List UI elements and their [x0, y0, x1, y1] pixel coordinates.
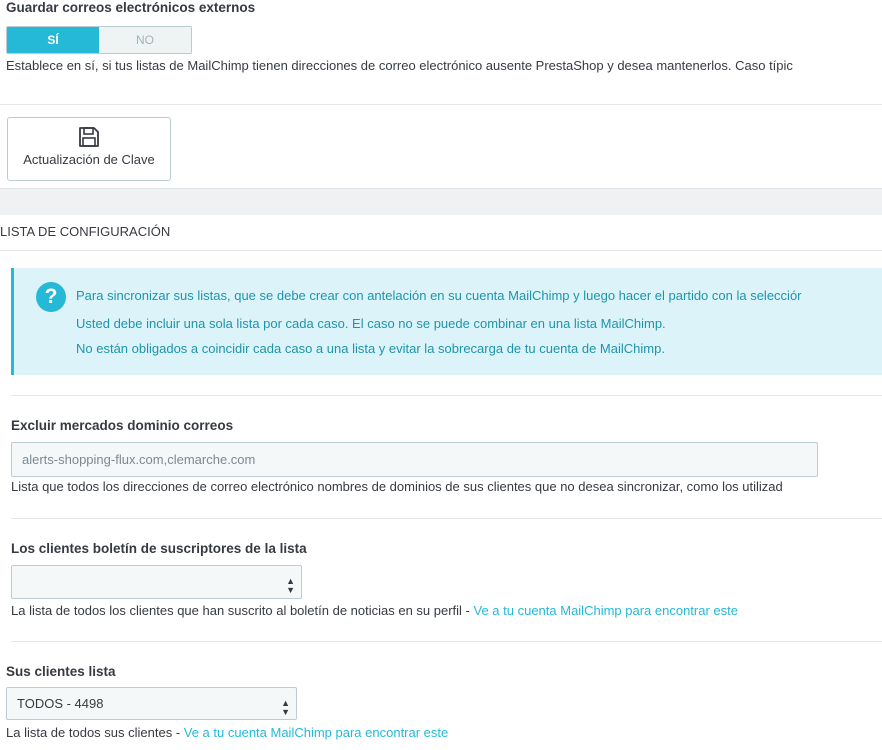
divider: [11, 395, 882, 396]
question-icon: ?: [36, 282, 66, 312]
save-button[interactable]: [7, 117, 171, 181]
external-emails-help: Establece en sí, si tus listas de MailChimp tienen direcciones de correo electrónico ausente PrestaShop y desea mantenerlos. Caso típic: [6, 58, 793, 73]
customers-list-selected: TODOS - 4498: [17, 696, 104, 711]
select-arrows-icon: ▲ ▼: [286, 576, 295, 595]
newsletter-mailchimp-link[interactable]: Ve a tu cuenta MailChimp para encontrar este: [473, 603, 738, 618]
exclude-domains-input[interactable]: alerts-shopping-flux.com,clemarche.com: [11, 442, 818, 477]
customers-list-select[interactable]: [6, 687, 297, 720]
customers-mailchimp-link[interactable]: Ve a tu cuenta MailChimp para encontrar este: [183, 725, 449, 740]
external-emails-title: Guardar correos electrónicos externos: [6, 0, 256, 15]
save-button-label: Actualización de Clave: [23, 152, 155, 167]
newsletter-list-select[interactable]: [11, 565, 302, 599]
divider: [0, 250, 882, 251]
info-line: Usted debe incluir una sola lista por cada caso. El caso no se puede combinar en una lista MailChimp.: [76, 316, 666, 331]
divider: [0, 104, 882, 105]
exclude-domains-help: Lista que todos los direcciones de correo electrónico nombres de dominios de sus clientes que no desea sincronizar, como los utilizad: [11, 479, 783, 494]
info-line: Para sincronizar sus listas, que se debe crear con antelación en su cuenta MailChimp y luego hacer el partido con la selecciór: [76, 288, 802, 303]
divider: [11, 518, 882, 519]
toggle-no-option[interactable]: NO: [99, 27, 191, 53]
customers-list-title: Sus clientes lista: [6, 664, 116, 679]
floppy-disk-icon: [78, 126, 100, 148]
external-emails-toggle[interactable]: [6, 26, 192, 54]
customers-list-help: [6, 725, 448, 740]
toggle-yes-option[interactable]: SÍ: [7, 27, 99, 53]
newsletter-help-text: La lista de todos los clientes que han suscrito al boletín de noticias en su perfil -: [11, 603, 474, 618]
info-line: No están obligados a coincidir cada caso a una lista y evitar la sobrecarga de tu cuenta de MailChimp.: [76, 341, 665, 356]
section-title: LISTA DE CONFIGURACIÓN: [0, 224, 171, 239]
divider: [11, 641, 882, 642]
info-alert: [11, 268, 882, 375]
select-arrows-icon: ▲ ▼: [281, 698, 290, 717]
exclude-domains-title: Excluir mercados dominio correos: [11, 418, 234, 433]
panel-separator: [0, 188, 882, 215]
newsletter-list-title: Los clientes boletín de suscriptores de la lista: [11, 541, 307, 556]
newsletter-list-help: [11, 603, 738, 618]
customers-help-text: La lista de todos sus clientes -: [6, 725, 184, 740]
